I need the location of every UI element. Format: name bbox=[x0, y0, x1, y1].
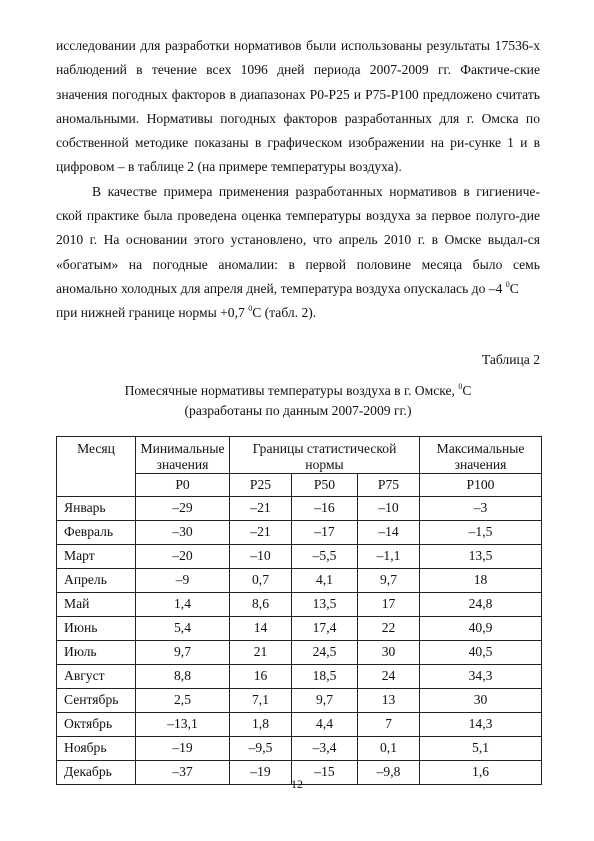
cell-p100: 40,5 bbox=[420, 640, 542, 664]
header-max: Максимальные значения bbox=[420, 436, 542, 473]
cell-p50: 9,7 bbox=[292, 688, 358, 712]
cell-p50: 13,5 bbox=[292, 592, 358, 616]
cell-p25: –10 bbox=[230, 544, 292, 568]
paragraph-1: исследовании для разработки нормативов были использованы результаты 17536-х наблюдений в течение всех 1096 дней периода 2007-2009 гг. Фактиче-ские значения погодных факторов в диапазонах Р0-Р25 и Р75-Р100 предложено считать аномальными. Нормативы погодных факторов разработанных для г. Омска по собственной методике показаны в графическом изображении на ри-сунке 1 и в цифровом – в таблице 2 (на примере температуры воздуха). bbox=[56, 38, 540, 175]
cell-p25: 21 bbox=[230, 640, 292, 664]
cell-p50: 17,4 bbox=[292, 616, 358, 640]
header-bounds: Границы статистической нормы bbox=[230, 436, 420, 473]
cell-p25: 8,6 bbox=[230, 592, 292, 616]
subheader-p25: Р25 bbox=[230, 473, 292, 496]
cell-p75: –1,1 bbox=[358, 544, 420, 568]
cell-p100: 18 bbox=[420, 568, 542, 592]
cell-p50: 24,5 bbox=[292, 640, 358, 664]
cell-p0: –9 bbox=[136, 568, 230, 592]
cell-p75: –9,8 bbox=[358, 760, 420, 784]
cell-p0: –13,1 bbox=[136, 712, 230, 736]
table-row bbox=[57, 496, 542, 520]
cell-p100: 30 bbox=[420, 688, 542, 712]
cell-p75: –10 bbox=[358, 496, 420, 520]
cell-month: Август bbox=[57, 664, 136, 688]
cell-p75: 7 bbox=[358, 712, 420, 736]
cell-p25: –21 bbox=[230, 520, 292, 544]
cell-month: Март bbox=[57, 544, 136, 568]
cell-p0: –20 bbox=[136, 544, 230, 568]
table-label: Таблица 2 bbox=[481, 351, 540, 367]
cell-p75: 17 bbox=[358, 592, 420, 616]
cell-p25: 7,1 bbox=[230, 688, 292, 712]
cell-p50: –5,5 bbox=[292, 544, 358, 568]
cell-p50: –16 bbox=[292, 496, 358, 520]
cell-p100: 5,1 bbox=[420, 736, 542, 760]
table-row bbox=[57, 520, 542, 544]
subheader-p75: Р75 bbox=[358, 473, 420, 496]
cell-p100: –1,5 bbox=[420, 520, 542, 544]
cell-p100: –3 bbox=[420, 496, 542, 520]
cell-p100: 34,3 bbox=[420, 664, 542, 688]
cell-p75: 22 bbox=[358, 616, 420, 640]
paragraph-2-tail: С (табл. 2). bbox=[252, 305, 317, 321]
cell-p0: –30 bbox=[136, 520, 230, 544]
cell-p75: 24 bbox=[358, 664, 420, 688]
table-row bbox=[57, 688, 542, 712]
cell-month: Июнь bbox=[57, 616, 136, 640]
page-number: 12 bbox=[291, 777, 303, 791]
table-row bbox=[57, 616, 542, 640]
cell-month: Июль bbox=[57, 640, 136, 664]
cell-month: Апрель bbox=[57, 568, 136, 592]
table-row bbox=[57, 592, 542, 616]
cell-p0: –19 bbox=[136, 736, 230, 760]
cell-p75: 9,7 bbox=[358, 568, 420, 592]
cell-p75: 30 bbox=[358, 640, 420, 664]
table-header-row bbox=[57, 436, 542, 473]
cell-p25: 16 bbox=[230, 664, 292, 688]
cell-p100: 24,8 bbox=[420, 592, 542, 616]
document-page bbox=[56, 34, 540, 785]
cell-p0: –29 bbox=[136, 496, 230, 520]
subheader-p50: Р50 bbox=[292, 473, 358, 496]
degree-sup: 0 bbox=[505, 279, 510, 289]
table-row bbox=[57, 544, 542, 568]
cell-p50: 4,4 bbox=[292, 712, 358, 736]
cell-p25: 1,8 bbox=[230, 712, 292, 736]
cell-p25: 0,7 bbox=[230, 568, 292, 592]
cell-p0: 8,8 bbox=[136, 664, 230, 688]
cell-p0: –37 bbox=[136, 760, 230, 784]
cell-p25: –21 bbox=[230, 496, 292, 520]
cell-p75: 13 bbox=[358, 688, 420, 712]
cell-month: Январь bbox=[57, 496, 136, 520]
cell-p0: 9,7 bbox=[136, 640, 230, 664]
header-month: Месяц bbox=[57, 436, 136, 496]
header-min: Минимальные значения bbox=[136, 436, 230, 473]
degree-sup: 0 bbox=[248, 304, 253, 314]
cell-p0: 2,5 bbox=[136, 688, 230, 712]
cell-p50: –17 bbox=[292, 520, 358, 544]
cell-month: Февраль bbox=[57, 520, 136, 544]
cell-month: Сентябрь bbox=[57, 688, 136, 712]
caption-line-1: Помесячные нормативы температуры воздуха в г. Омске, bbox=[124, 382, 459, 398]
norms-table bbox=[56, 436, 542, 785]
cell-p50: 4,1 bbox=[292, 568, 358, 592]
table-row bbox=[57, 664, 542, 688]
cell-p25: 14 bbox=[230, 616, 292, 640]
paragraph-2 bbox=[56, 180, 540, 326]
cell-p25: –19 bbox=[230, 760, 292, 784]
cell-month: Октябрь bbox=[57, 712, 136, 736]
cell-p100: 40,9 bbox=[420, 616, 542, 640]
caption-line-2: (разработаны по данным 2007-2009 гг.) bbox=[184, 402, 412, 418]
cell-p50: 18,5 bbox=[292, 664, 358, 688]
cell-month: Май bbox=[57, 592, 136, 616]
degree-sup: 0 bbox=[458, 381, 463, 391]
cell-p75: 0,1 bbox=[358, 736, 420, 760]
cell-p0: 5,4 bbox=[136, 616, 230, 640]
table-body bbox=[57, 496, 542, 784]
cell-p100: 13,5 bbox=[420, 544, 542, 568]
subheader-p0: Р0 bbox=[136, 473, 230, 496]
cell-month: Декабрь bbox=[57, 760, 136, 784]
cell-p25: –9,5 bbox=[230, 736, 292, 760]
table-caption bbox=[56, 381, 540, 421]
cell-p50: –3,4 bbox=[292, 736, 358, 760]
cell-month: Ноябрь bbox=[57, 736, 136, 760]
cell-p75: –14 bbox=[358, 520, 420, 544]
paragraph-2-end: при нижней границе нормы +0,7 bbox=[56, 305, 249, 321]
table-row bbox=[57, 736, 542, 760]
cell-p50: –15 bbox=[292, 760, 358, 784]
table-row bbox=[57, 640, 542, 664]
paragraph-2-text: В качестве примера применения разработанных нормативов в гигиениче-ской практике была проведена оценка температуры воздуха за первое полуго-дие 2010 г. На основании этого установлено, что апрель 2010 г. в Омске выдал-ся «богатым» на погодные аномалии: в первой половине месяца было семь аномально холодных для апреля дней, температура воздуха опускалась до –4 bbox=[56, 183, 540, 296]
table-row bbox=[57, 568, 542, 592]
table-row bbox=[57, 712, 542, 736]
caption-unit: С bbox=[462, 382, 472, 398]
cell-p100: 14,3 bbox=[420, 712, 542, 736]
cell-p100: 1,6 bbox=[420, 760, 542, 784]
celsius-unit: С bbox=[509, 280, 519, 296]
subheader-p100: Р100 bbox=[420, 473, 542, 496]
cell-p0: 1,4 bbox=[136, 592, 230, 616]
